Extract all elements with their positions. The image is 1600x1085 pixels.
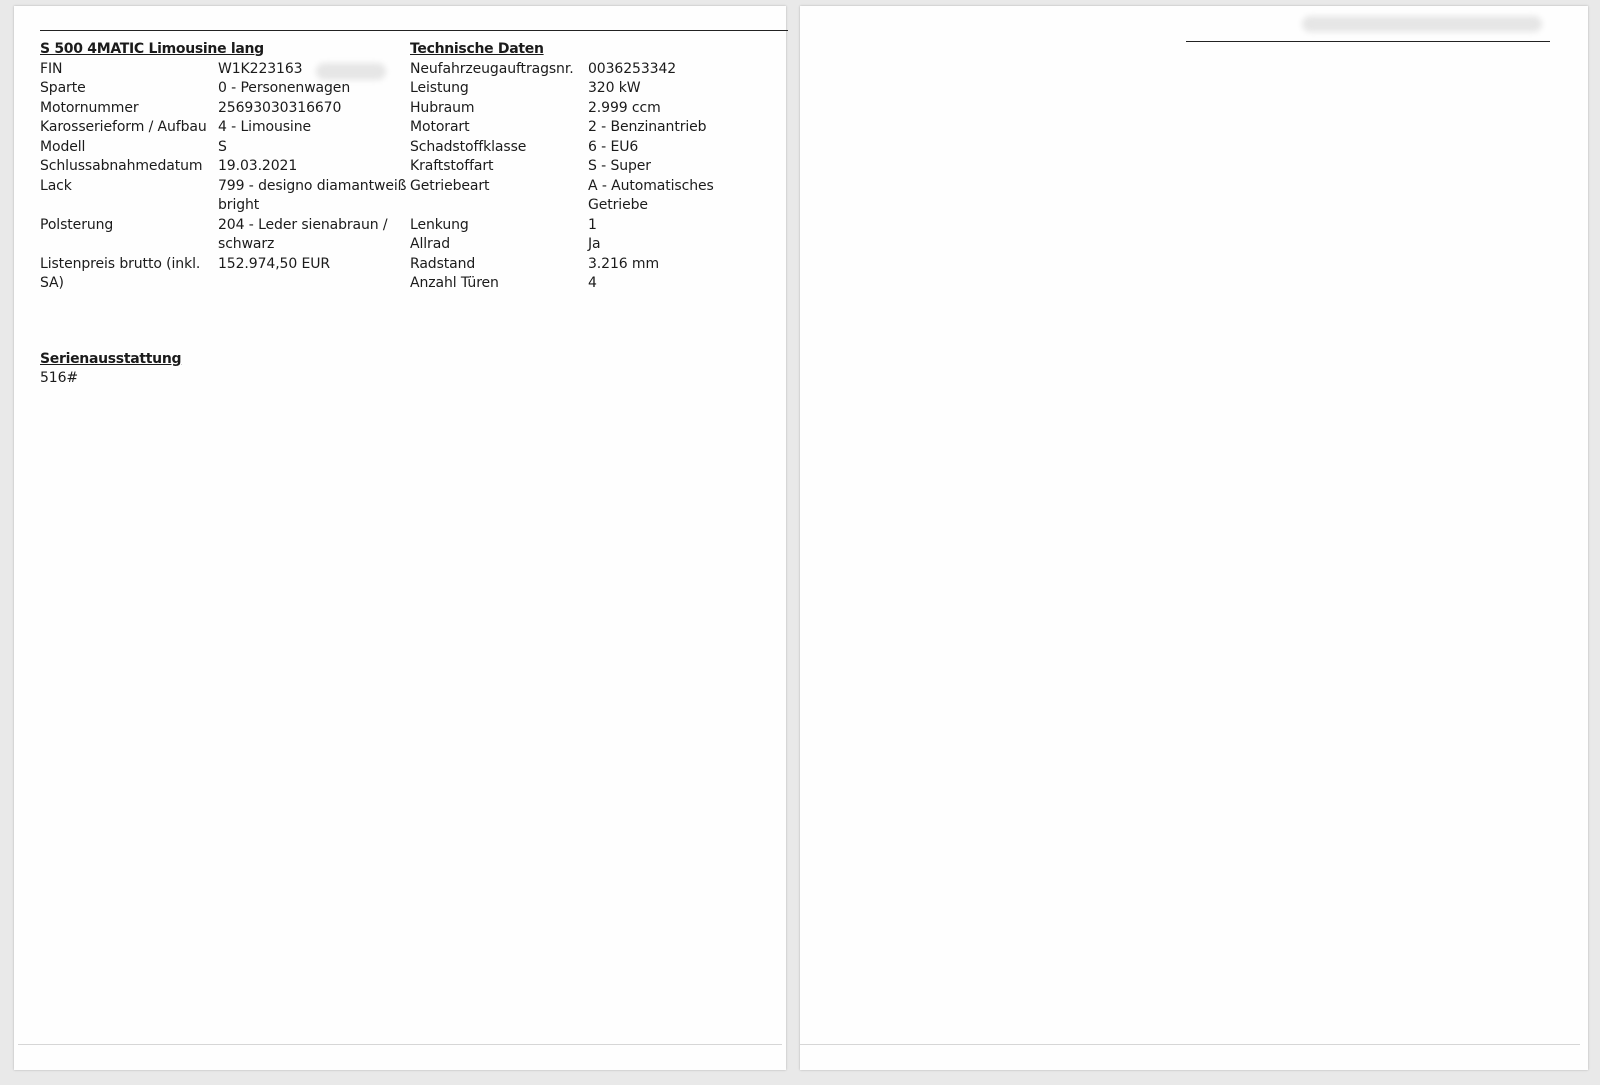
field-value: 19.03.2021: [218, 158, 298, 174]
field-label: Kraftstoffart: [410, 158, 494, 174]
field-value: S - Super: [588, 158, 651, 174]
field-label: Karosserieform / Aufbau: [40, 119, 207, 135]
section-title: S 500 4MATIC Limousine lang: [40, 41, 264, 57]
field-label: Lack: [40, 177, 72, 194]
field-value: A - Automatisches: [588, 177, 714, 194]
top-rule: [40, 30, 788, 31]
redacted-header-blur: [1302, 16, 1542, 32]
field-value: 3.216 mm: [588, 255, 660, 272]
section-title: Serienausstattung: [40, 351, 182, 367]
field-label: Sparte: [40, 80, 86, 96]
option-code: 516#: [40, 370, 79, 386]
field-value: 4: [588, 275, 597, 291]
field-value: 4 - Limousine: [218, 119, 311, 135]
top-rule: [1186, 41, 1550, 42]
field-label: Hubraum: [410, 99, 475, 116]
field-label: Allrad: [410, 236, 450, 252]
field-label: Lenkung: [410, 216, 469, 233]
field-label: Motornummer: [40, 99, 139, 116]
field-label: Polsterung: [40, 216, 114, 233]
field-value: W1K223163: [218, 60, 303, 77]
field-value: 0036253342: [588, 60, 677, 77]
field-value: 0 - Personenwagen: [218, 80, 351, 96]
field-value: Getriebe: [588, 197, 648, 213]
field-label: Radstand: [410, 255, 476, 272]
field-value: 320 kW: [588, 80, 641, 96]
redacted-fin-blur: [316, 63, 386, 80]
field-label: SA): [40, 275, 64, 291]
section-title: Technische Daten: [410, 41, 544, 57]
field-label: Modell: [40, 138, 86, 155]
document-page-2: [800, 6, 1588, 1070]
document-page-1: [14, 6, 786, 1070]
bottom-line: [800, 1044, 1580, 1045]
field-value: 799 - designo diamantweiß: [218, 177, 407, 194]
field-value: 6 - EU6: [588, 138, 639, 155]
field-value: schwarz: [218, 236, 275, 252]
field-value: 2.999 ccm: [588, 99, 661, 116]
field-label: Anzahl Türen: [410, 275, 499, 291]
field-label: FIN: [40, 60, 63, 77]
field-value: 152.974,50 EUR: [218, 255, 331, 272]
field-value: 1: [588, 216, 597, 233]
field-value: 204 - Leder sienabraun /: [218, 216, 388, 233]
bottom-line: [18, 1044, 782, 1045]
field-label: Schlussabnahmedatum: [40, 158, 203, 174]
field-label: Leistung: [410, 80, 469, 96]
field-value: Ja: [588, 236, 601, 252]
field-value: 2 - Benzinantrieb: [588, 119, 707, 135]
field-label: Getriebeart: [410, 177, 490, 194]
field-label: Neufahrzeugauftragsnr.: [410, 60, 574, 77]
field-label: Listenpreis brutto (inkl.: [40, 255, 201, 272]
field-label: Schadstoffklasse: [410, 138, 527, 155]
field-value: 25693030316670: [218, 99, 342, 116]
field-value: S: [218, 138, 227, 155]
field-label: Motorart: [410, 119, 470, 135]
field-value: bright: [218, 197, 260, 213]
